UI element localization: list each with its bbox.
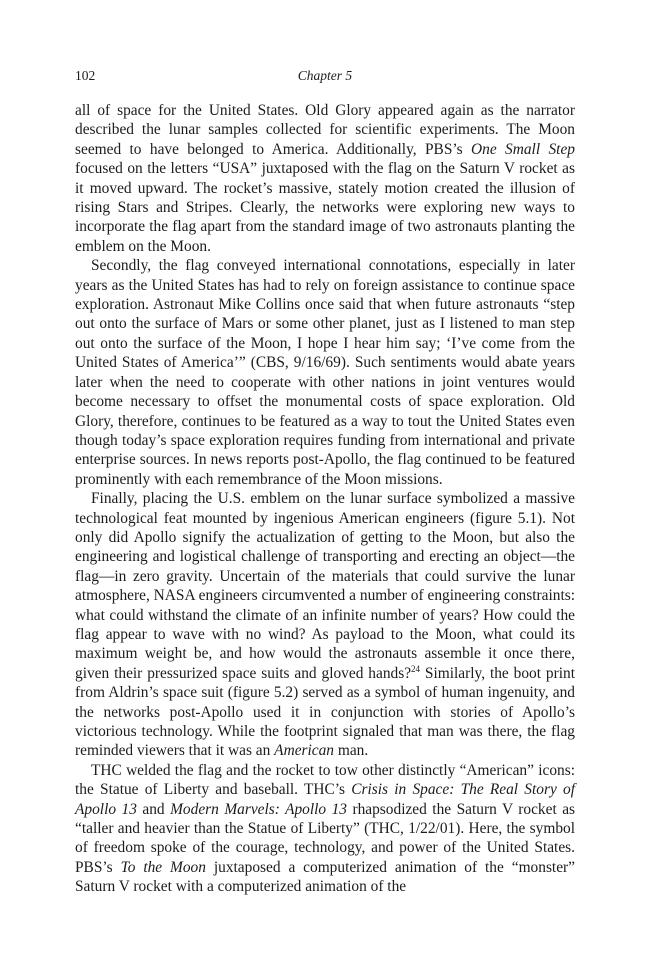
page-header (75, 68, 575, 88)
italic-title: One Small Step (471, 140, 575, 158)
paragraph-2 (75, 256, 575, 489)
body-text (75, 101, 575, 897)
text-run: juxtaposed a computerized animation of the “monster” Saturn V rocket with a computerized animation of the (75, 858, 575, 896)
italic-title: To the Moon (120, 858, 206, 876)
paragraph-1 (75, 101, 575, 256)
text-run: rhapsodized the Saturn V rocket as “taller and heavier than the Statue of Liberty” (THC, 1/22/01). Here, the symbol of freedom spoke of the courage, technology, and power of the United States. PBS’s (75, 800, 576, 876)
text-run: all of space for the United States. Old Glory appeared again as the narrator described the lunar samples collected for scientific experiments. The Moon seemed to have belonged to America. Additionally, PBS’s (75, 102, 575, 158)
text-run: Secondly, the flag conveyed international connotations, especially in later years as the United States has had to rely on foreign assistance to continue space exploration. Astronaut Mike Collins once said that when future astronauts “step out onto the surface of Mars or some other planet, just as I listened to man step out onto the surface of the Moon, I hope I hear him say; ‘I’ve come from the United States of America’” (CBS, 9/16/69). Such sentiments would abate years later when the need to cooperate with other nations in joint ventures would become necessary to offset the monumental costs of space exploration. Old Glory, therefore, continues to be featured as a way to tout the United States even though today’s space exploration requires funding from international and private enterprise sources. In news reports post-Apollo, the flag continued to be featured prominently with each remembrance of the Moon missions. (75, 257, 575, 488)
running-head: Chapter 5 (297, 68, 353, 83)
text-run: THC welded the flag and the rocket to tow other distinctly “American” icons: the Statue of Liberty and baseball. THC’s (75, 761, 575, 799)
text-run: and (136, 800, 171, 818)
italic-title: Crisis in Space: The Real Story of Apollo 13 (75, 781, 575, 818)
paragraph-4 (75, 761, 575, 897)
text-run: Similarly, the boot print from Aldrin’s space suit (figure 5.2) served as a symbol of human ingenuity, and the networks post-Apollo used it in conjunction with stories of Apollo’s victorious technology. While the footprint signaled that man was there, the flag reminded viewers that it was an (75, 664, 575, 760)
paragraph-3 (75, 489, 575, 761)
italic-title: Modern Marvels: Apollo 13 (170, 800, 347, 818)
footnote-reference: 24 (411, 663, 421, 674)
italic-title: American (274, 742, 335, 760)
text-run: Finally, placing the U.S. emblem on the lunar surface symbolized a massive technological feat mounted by ingenious American engineers (figure 5.1). Not only did Apollo signify the actualization of getting to the Moon, but also the engineering and logistical challenge of transporting and erecting an object—the flag—in zero gravity. Uncertain of the materials that could survive the lunar atmosphere, NASA engineers circumvented a number of engineering constraints: what could withstand the climate of an infinite number of years? How could the flag appear to wave with no wind? As payload to the Moon, what could its maximum weight be, and how would the astronauts assemble it once there, given their pressurized space suits and gloved hands? (75, 490, 575, 682)
text-run: focused on the letters “USA” juxtaposed with the flag on the Saturn V rocket as it moved upward. The rocket’s massive, stately motion created the illusion of rising Stars and Stripes. Clearly, the networks were exploring new ways to incorporate the flag apart from the standard image of two astronauts planting the emblem on the Moon. (75, 160, 575, 255)
text-run: man. (334, 742, 369, 760)
page-number: 102 (75, 68, 96, 83)
